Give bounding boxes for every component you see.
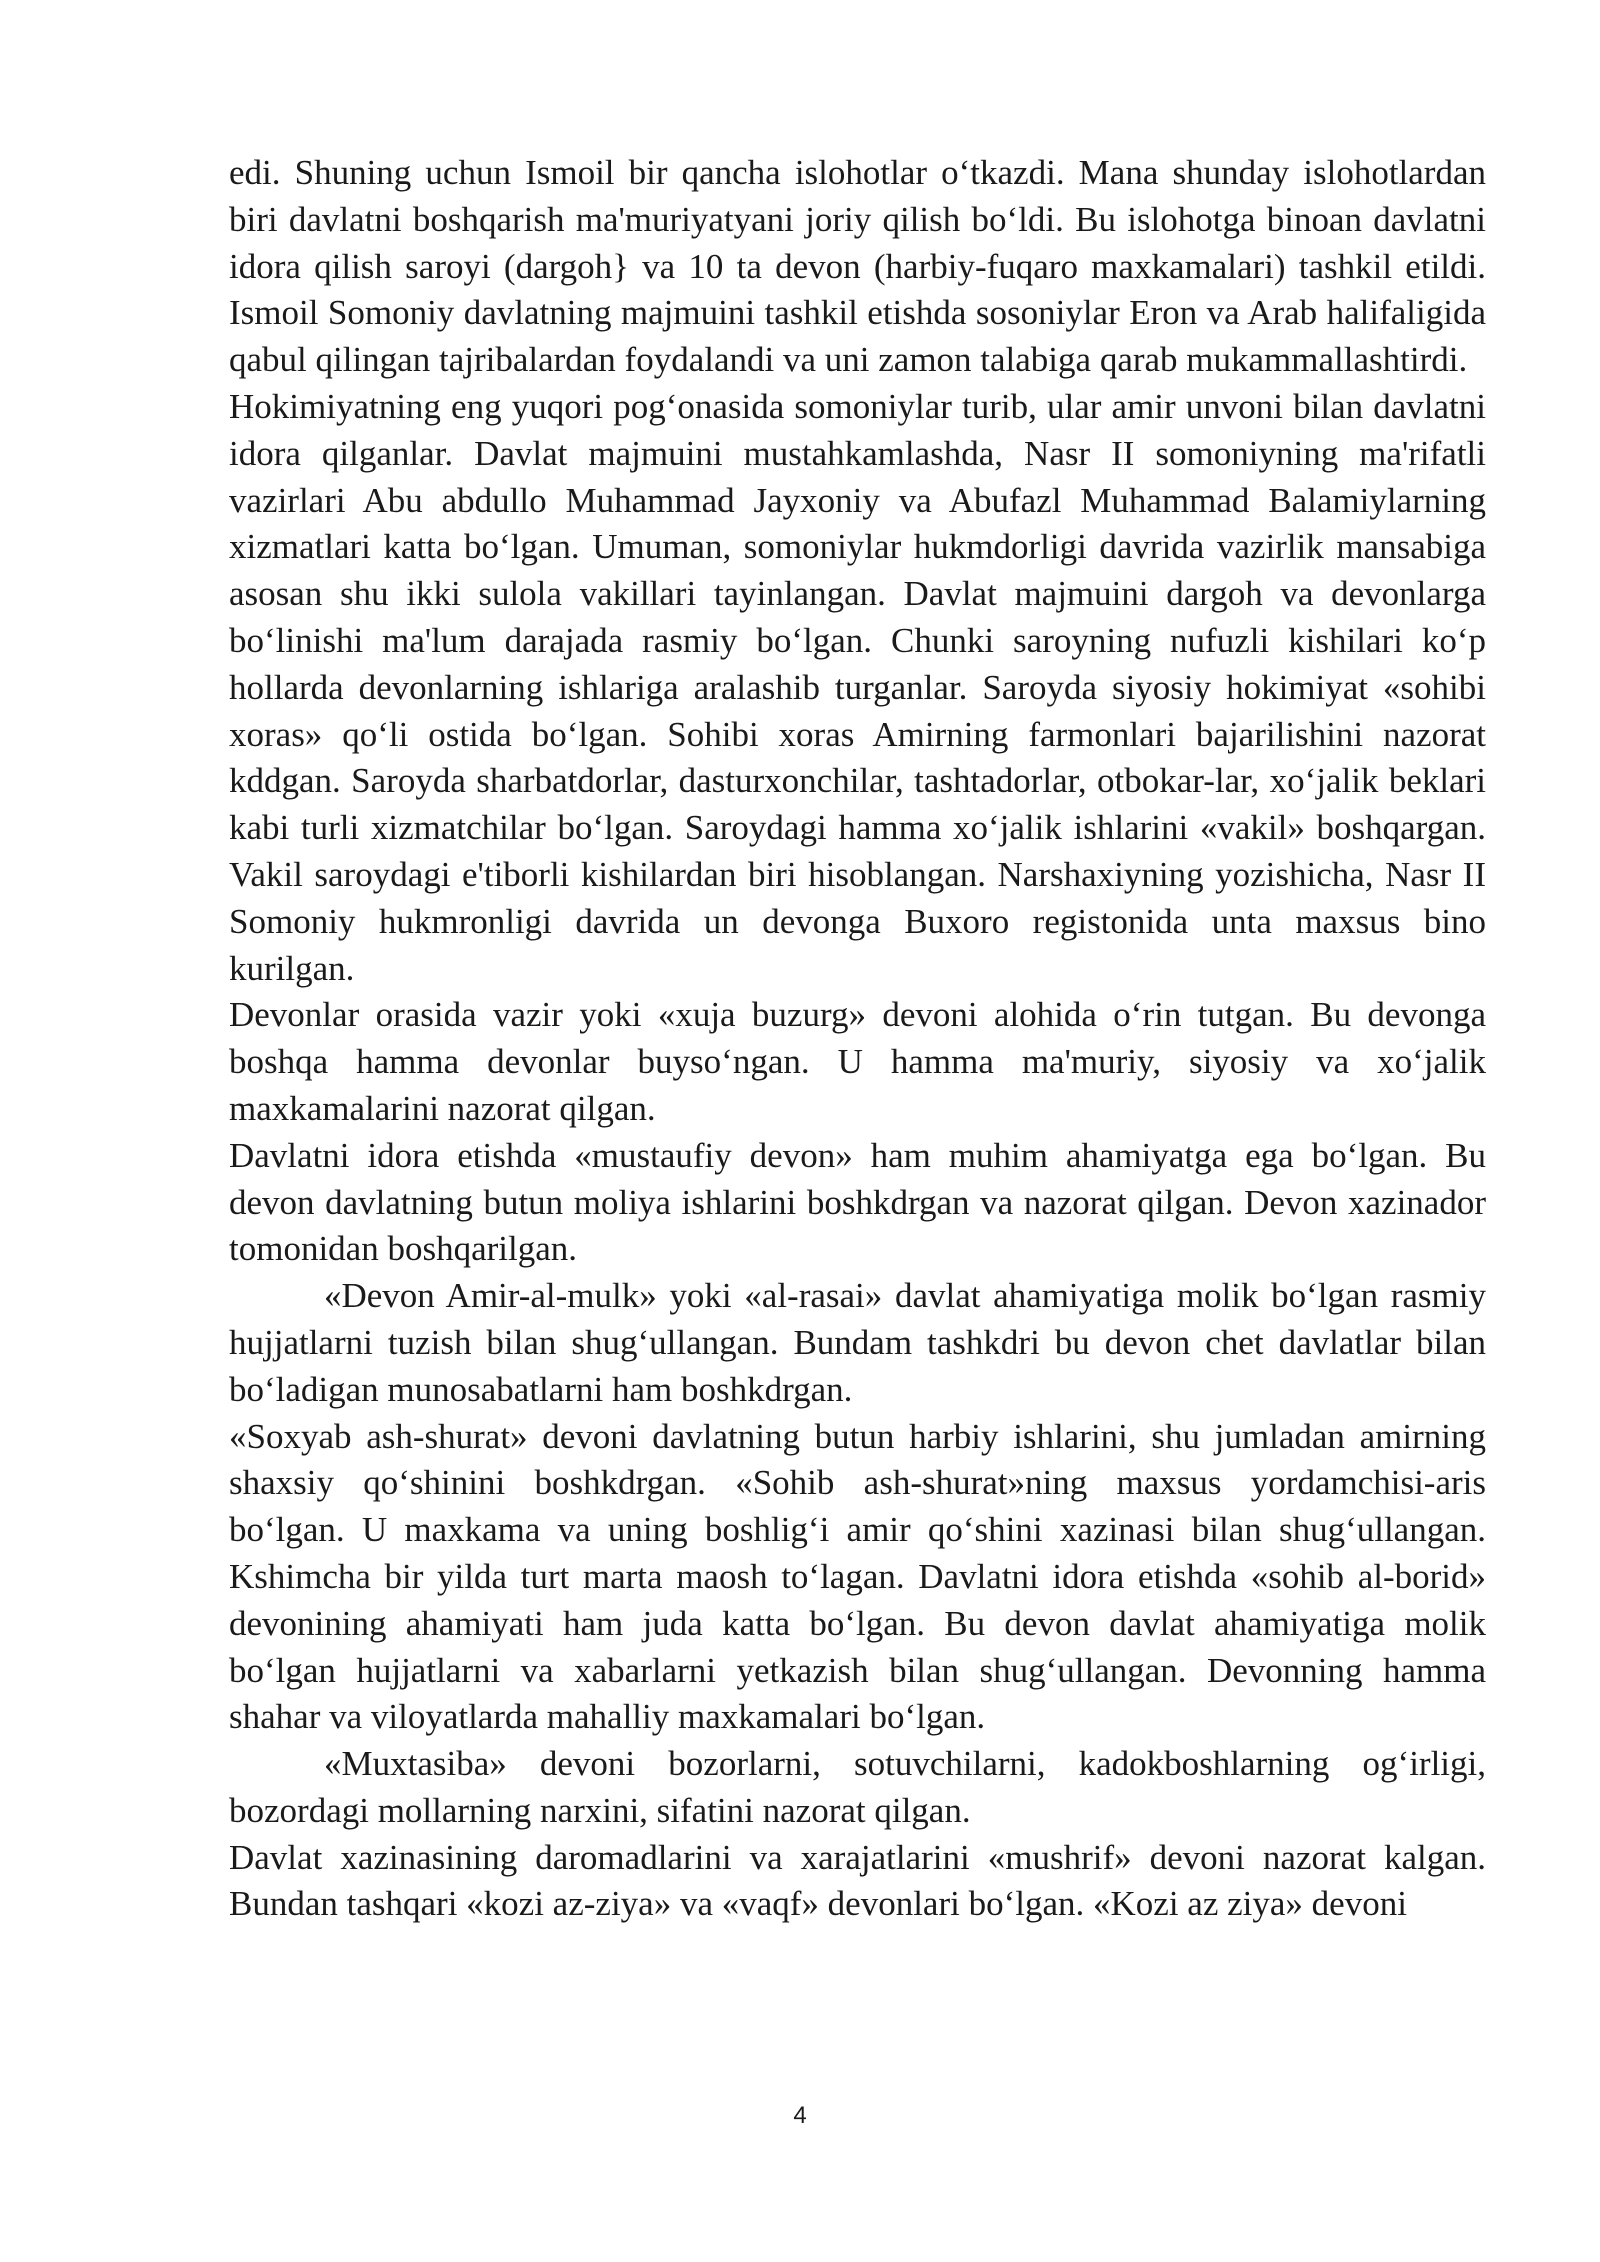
paragraph-1: edi. Shuning uchun Ismoil bir qancha islohotlar o‘tkazdi. Mana shunday islohotlardan biri davlatni boshqarish ma'muriyatyani joriy qilish bo‘ldi. Bu islohotga binoan davlatni idora qilish saroyi (dargoh} va 10 ta devon (harbiy-fuqaro maxkamalari) tashkil etildi. Ismoil Somoniy davlatning majmuini tashkil etishda sosoniylar Eron va Arab halifaligida qabul qilingan tajribalardan foydalandi va uni zamon talabiga qarab mukammallashtirdi. (229, 153, 1486, 380)
paragraph-2: Hokimiyatning eng yuqori pog‘onasida somoniylar turib, ular amir unvoni bilan davlatni idora qilganlar. Davlat majmuini mustahkamlashda, Nasr II somoniyning ma'rifatli vazirlari Abu abdullo Muhammad Jayxoniy va Abufazl Muhammad Balamiylarning xizmatlari katta bo‘lgan. Umuman, somoniylar hukmdorligi davrida vazirlik mansabiga asosan shu ikki sulola vakillari tayinlangan. Davlat majmuini dargoh va devonlarga bo‘linishi ma'lum darajada rasmiy bo‘lgan. Chunki saroyning nufuzli kishilari ko‘p hollarda devonlarning ishlariga aralashib turganlar. Saroyda siyosiy hokimiyat «sohibi xoras» qo‘li ostida bo‘lgan. Sohibi xoras Amirning farmonlari bajarilishini nazorat kddgan. Saroyda sharbatdorlar, dasturxonchilar, tashtadorlar, otbokar-lar, xo‘jalik beklari kabi turli xizmatchilar bo‘lgan. Saroydagi hamma xo‘jalik ishlarini «vakil» boshqargan. Vakil saroydagi e'tiborli kishilardan biri hisoblangan. Narshaxiyning yozishicha, Nasr II Somoniy hukmronligi davrida un devonga Buxoro registonida unta maxsus bino kurilgan. (229, 386, 1486, 988)
page-number: 4 (793, 2102, 807, 2129)
paragraph-4: Davlatni idora etishda «mustaufiy devon» ham muhim ahamiyatga ega bo‘lgan. Bu devon davlatning butun moliya ishlarini boshkdrgan va nazorat qilgan. Devon xazinador tomonidan boshqarilgan. (229, 1135, 1486, 1269)
paragraph-6: «Soxyab ash-shurat» devoni davlatning butun harbiy ishlarini, shu jumladan amirning shaxsiy qo‘shinini boshkdrgan. «Sohib ash-shurat»ning maxsus yordamchisi-aris bo‘lgan. U maxkama va uning boshlig‘i amir qo‘shini xazinasi bilan shug‘ullangan. Kshimcha bir yilda turt marta maosh to‘lagan. Davlatni idora etishda «sohib al-borid» devonining ahamiyati ham juda katta bo‘lgan. Bu devon davlat ahamiyatiga molik bo‘lgan hujjatlarni va xabarlarni yetkazish bilan shug‘ullangan. Devonning hamma shahar va viloyatlarda mahalliy maxkamalari bo‘lgan. (229, 1416, 1486, 1737)
paragraph-3: Devonlar orasida vazir yoki «xuja buzurg» devoni alohida o‘rin tutgan. Bu devonga boshqa hamma devonlar buyso‘ngan. U hamma ma'muriy, siyosiy va xo‘jalik maxkamalarini nazorat qilgan. (229, 995, 1486, 1128)
paragraph-8: Davlat xazinasining daromadlarini va xarajatlarini «mushrif» devoni nazorat kalgan. Bundan tashqari «kozi az-ziya» va «vaqf» devonlari bo‘lgan. «Kozi az ziya» devoni (229, 1837, 1486, 1924)
paragraph-5: «Devon Amir-al-mulk» yoki «al-rasai» davlat ahamiyatiga molik bo‘lgan rasmiy hujjatlarni tuzish bilan shug‘ullangan. Bundam tashkdri bu devon chet davlatlar bilan bo‘ladigan munosabatlarni ham boshkdrgan. (229, 1276, 1486, 1409)
body-text (229, 150, 1486, 1928)
paragraph-7: «Muxtasiba» devoni bozorlarni, sotuvchilarni, kadokboshlarning og‘irligi, bozordagi mollarning narxini, sifatini nazorat qilgan. (229, 1744, 1486, 1830)
